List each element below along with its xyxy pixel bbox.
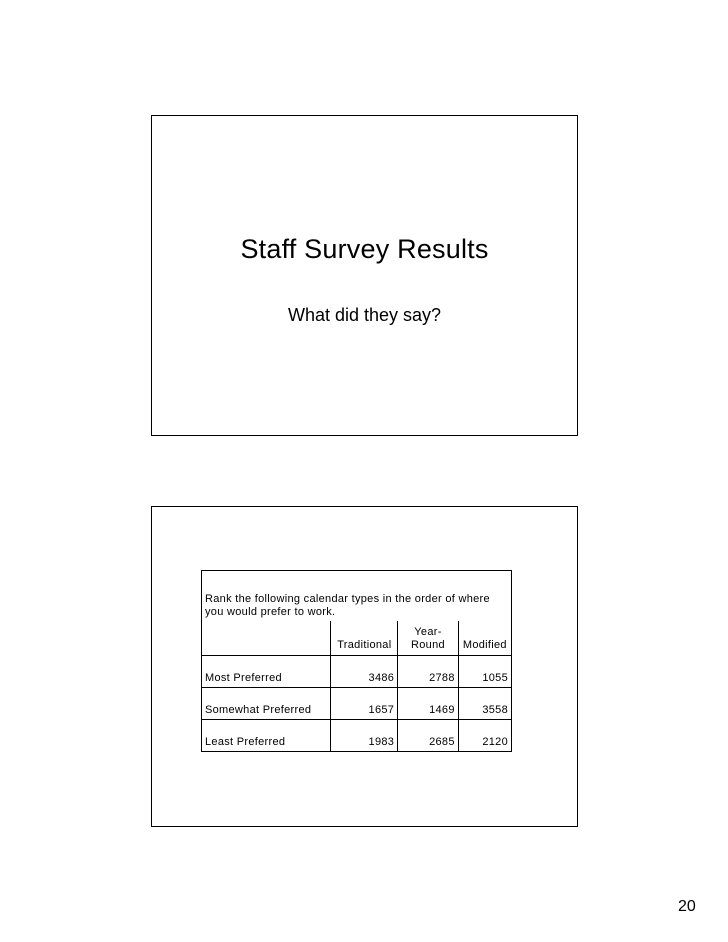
table-question-row <box>202 571 512 622</box>
slide-title: Staff Survey Results <box>240 234 489 264</box>
header-year-round-line2: Round <box>411 639 445 651</box>
survey-table <box>201 570 512 752</box>
cell-year-round: 2788 <box>398 656 459 688</box>
cell-traditional: 3486 <box>331 656 398 688</box>
header-modified: Modified <box>458 621 511 656</box>
header-empty <box>202 621 331 656</box>
table-row <box>202 688 512 720</box>
header-year-round <box>398 621 459 656</box>
cell-modified: 1055 <box>458 656 511 688</box>
cell-modified: 3558 <box>458 688 511 720</box>
slide-subtitle: What did they say? <box>287 305 442 325</box>
cell-traditional: 1657 <box>331 688 398 720</box>
page-number: 20 <box>678 898 696 915</box>
table-row <box>202 720 512 752</box>
cell-modified: 2120 <box>458 720 511 752</box>
cell-year-round: 1469 <box>398 688 459 720</box>
table-row <box>202 656 512 688</box>
row-label: Most Preferred <box>205 672 282 684</box>
slide-title-card <box>151 115 578 436</box>
cell-traditional: 1983 <box>331 720 398 752</box>
slide-survey-table <box>151 506 578 827</box>
cell-year-round: 2685 <box>398 720 459 752</box>
row-label: Least Preferred <box>202 720 331 752</box>
row-label: Somewhat Preferred <box>202 688 331 720</box>
table-header-row <box>202 621 512 656</box>
header-year-round-line1: Year- <box>414 626 442 638</box>
table-question: Rank the following calendar types in the order of where you would prefer to work. <box>205 593 490 618</box>
header-traditional: Traditional <box>331 621 398 656</box>
